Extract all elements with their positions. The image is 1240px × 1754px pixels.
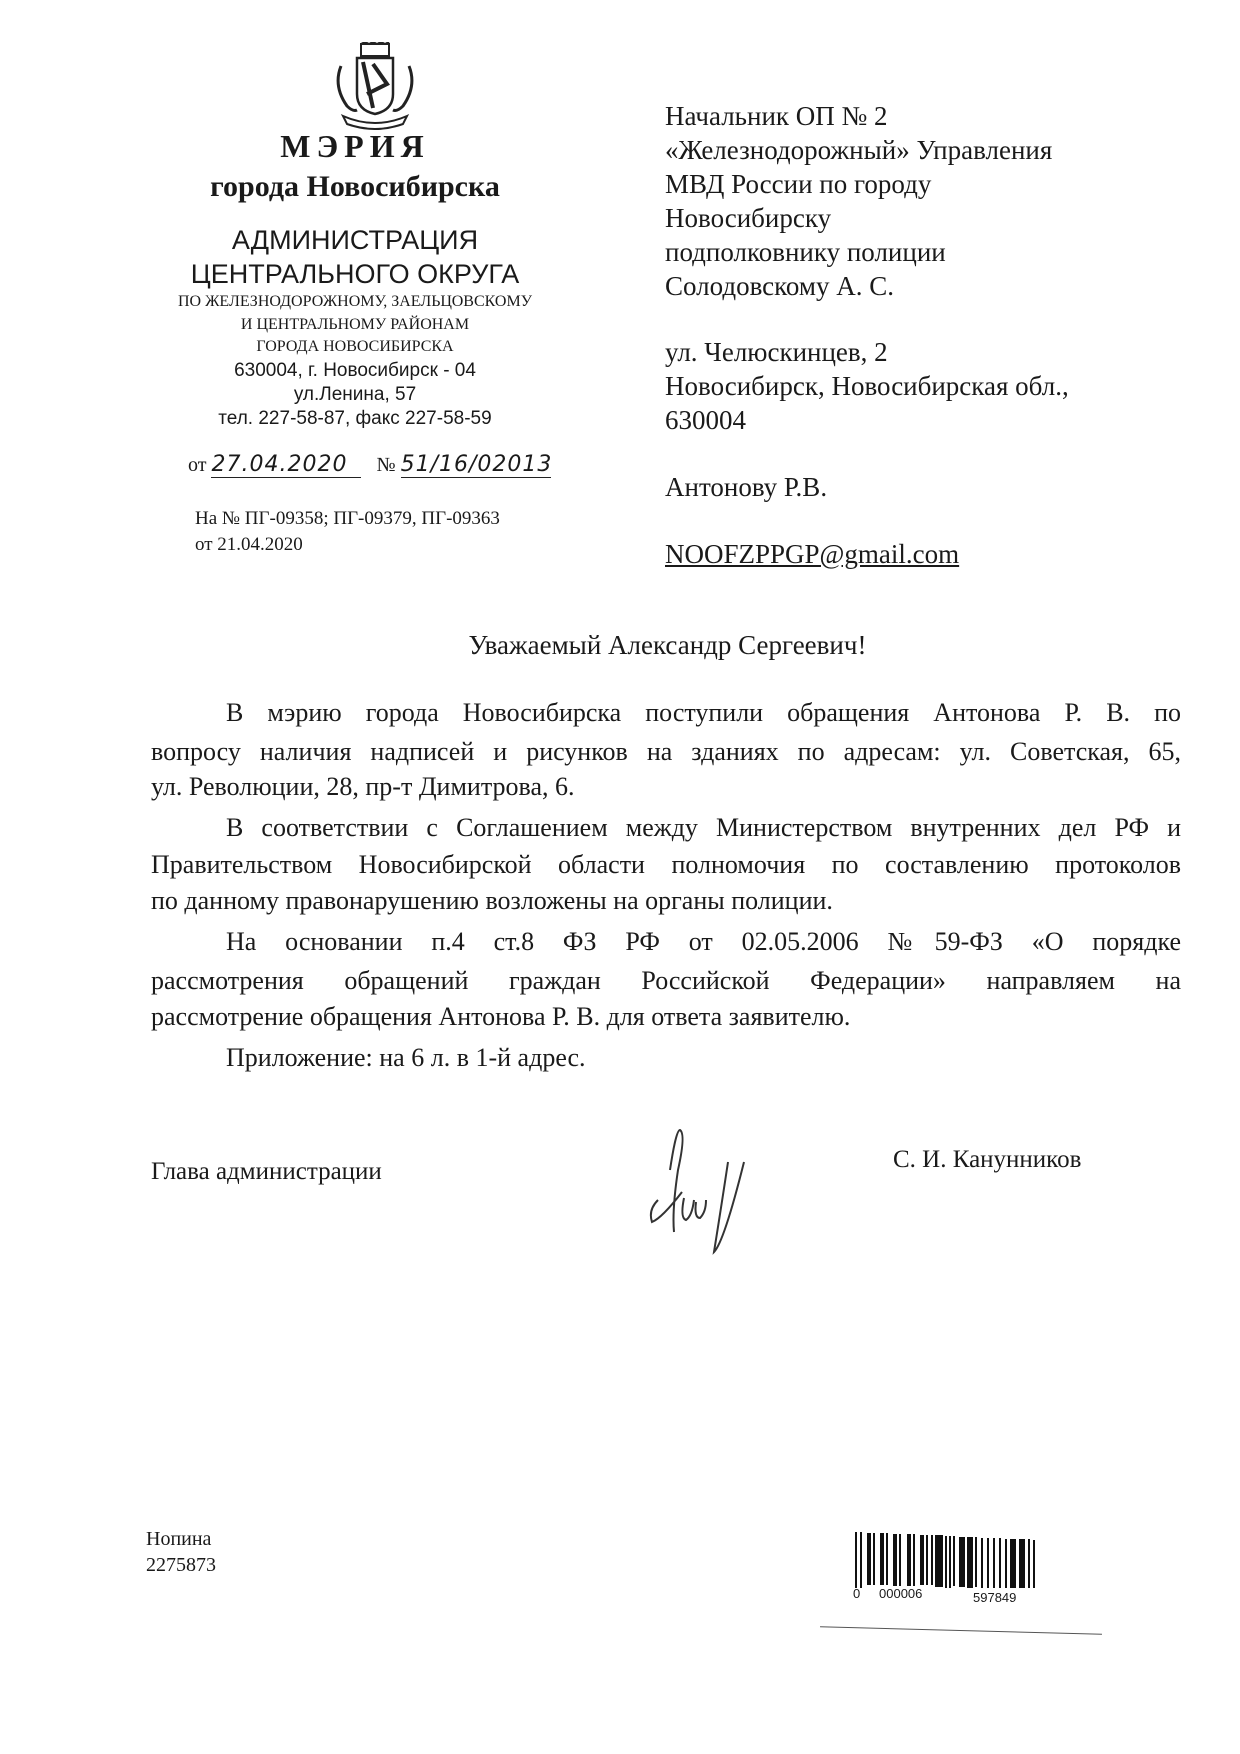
recipient-line: Солодовскому А. С. <box>665 271 894 301</box>
barcode-number: 597849 <box>973 1590 1017 1605</box>
district-line: ГОРОДА НОВОСИБИРСКА <box>256 338 454 355</box>
recipient-line: МВД России по городу <box>665 169 932 199</box>
body-line: В мэрию города Новосибирска поступили обращения Антонова Р. В. по <box>226 698 1181 727</box>
barcode-mid: 000006 <box>879 1586 923 1601</box>
barcode-icon <box>853 1530 1053 1588</box>
body-line: В соответствии с Соглашением между Министерством внутренних дел РФ и <box>226 813 1181 842</box>
body-line: по данному правонарушению возложены на органы полиции. <box>151 886 833 915</box>
mayor-office-title: МЭРИЯ <box>280 128 430 164</box>
recipient-line: «Железнодорожный» Управления <box>665 135 1053 165</box>
body-line: Правительством Новосибирской области полномочия по составлению протоколов <box>151 850 1181 879</box>
address-line: ул. Челюскинцев, 2 <box>665 337 888 367</box>
handwritten-signature-icon <box>640 1110 750 1260</box>
district-title: ЦЕНТРАЛЬНОГО ОКРУГА <box>190 259 520 289</box>
signatory-position: Глава администрации <box>151 1158 382 1185</box>
registration-date: 27.04.2020 <box>211 452 361 478</box>
number-prefix: № <box>376 454 396 476</box>
recipient-block <box>665 99 1052 303</box>
barcode-prefix: 0 <box>853 1586 861 1601</box>
reply-to-date: от 21.04.2020 <box>195 534 303 555</box>
street-address: ул.Ленина, 57 <box>293 384 417 405</box>
district-line: И ЦЕНТРАЛЬНОМУ РАЙОНАМ <box>240 316 470 333</box>
executor-phone: 2275873 <box>146 1554 216 1576</box>
district-line: ПО ЖЕЛЕЗНОДОРОЖНОМУ, ЗАЕЛЬЦОВСКОМУ <box>177 293 533 310</box>
date-prefix: от <box>188 454 207 476</box>
recipient-line: Начальник ОП № 2 <box>665 101 888 131</box>
administration-title: АДМИНИСТРАЦИЯ <box>231 225 479 255</box>
postal-address: 630004, г. Новосибирск - 04 <box>234 360 476 381</box>
body-line: На основании п.4 ст.8 ФЗ РФ от 02.05.2006 №59-ФЗ «О порядке <box>226 927 1181 956</box>
recipient-address <box>665 335 1069 437</box>
reply-to-numbers: На № ПГ-09358; ПГ-09379, ПГ-09363 <box>195 508 500 529</box>
body-line: рассмотрения обращений граждан Российской Федерации» направляем на <box>151 966 1181 995</box>
copy-to: Антонову Р.В. <box>665 472 828 502</box>
phone-fax: тел. 227-58-87, факс 227-58-59 <box>218 408 492 429</box>
letterhead <box>150 0 560 450</box>
executor-name: Нопина <box>146 1528 212 1550</box>
barcode <box>853 1530 1053 1606</box>
body-line: рассмотрение обращения Антонова Р. В. для ответа заявителю. <box>151 1002 851 1031</box>
attachment-line: Приложение: на 6 л. в 1-й адрес. <box>226 1043 586 1072</box>
address-line: 630004 <box>665 405 746 435</box>
recipient-line: подполковнику полиции <box>665 237 946 267</box>
recipient-email[interactable]: NOOFZPPGP@gmail.com <box>665 539 960 569</box>
recipient-line: Новосибирску <box>665 203 832 233</box>
registration-number: 51/16/02013 <box>400 452 553 477</box>
address-line: Новосибирск, Новосибирская обл., <box>665 371 1069 401</box>
signatory-name: С. И. Канунников <box>893 1146 1082 1173</box>
greeting: Уважаемый Александр Сергеевич! <box>468 630 867 660</box>
divider-line <box>820 1626 1102 1634</box>
registration-line <box>188 452 551 478</box>
body-line: вопросу наличия надписей и рисунков на зданиях по адресам: ул. Советская, 65, <box>151 737 1181 766</box>
body-line: ул. Революции, 28, пр-т Димитрова, 6. <box>151 772 575 801</box>
coat-of-arms-icon <box>333 42 417 130</box>
city-name: города Новосибирска <box>210 170 500 203</box>
